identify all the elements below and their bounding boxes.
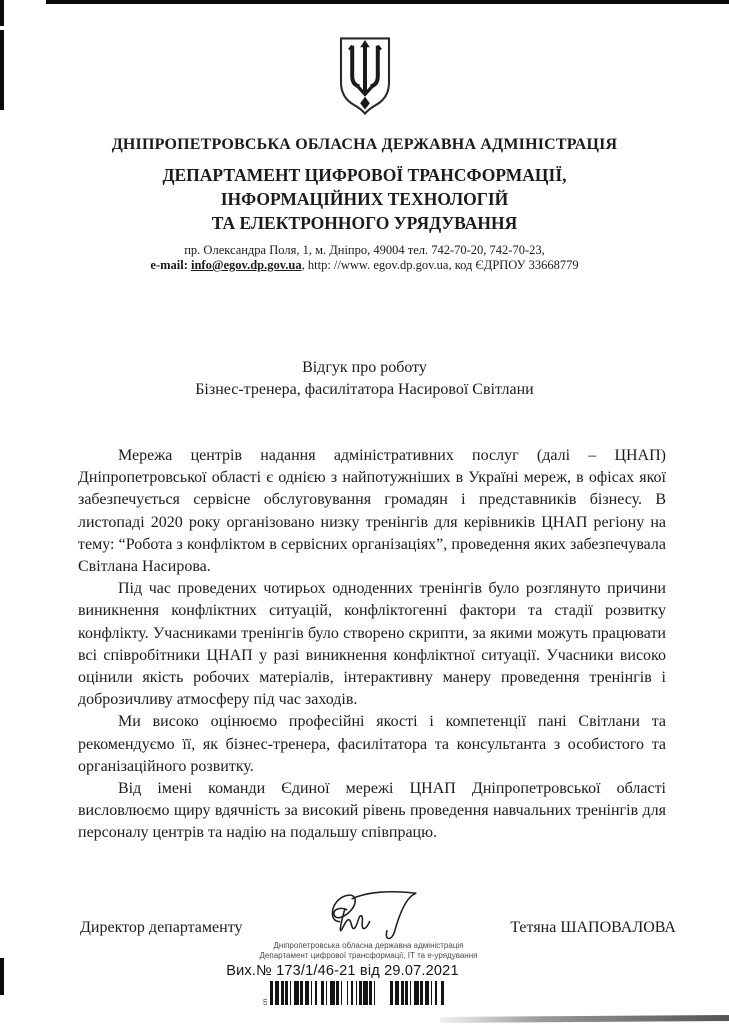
document-title-line-1: Відгук про роботу — [302, 359, 427, 376]
document-title — [0, 357, 729, 401]
stamp-org-line: Дніпропетровська обласна державна адміністрація — [273, 941, 464, 950]
address-line: пр. Олександра Поля, 1, м. Дніпро, 49004 тел. 742-70-20, 742-70-23, — [184, 243, 545, 257]
scan-artifact-left-mark — [0, 0, 4, 26]
registration-stamp — [0, 941, 729, 1005]
department-line-2: ІНФОРМАЦІЙНИХ ТЕХНОЛОГІЙ — [220, 189, 509, 209]
barcode-side-label: сп — [263, 998, 270, 1005]
department-line-1: ДЕПАРТАМЕНТ ЦИФРОВОЇ ТРАНСФОРМАЦІЇ, — [162, 165, 567, 185]
department-name — [0, 163, 729, 235]
paragraph-3: Ми високо оцінюємо професійні якості і компетенції пані Світлани та рекомендуємо її, як бізнес-тренера, фасилітатора та консультанта з особистого та організаційного розвитку. — [78, 713, 666, 775]
contact-line — [0, 258, 729, 273]
scan-artifact-top-line — [46, 0, 729, 4]
stamp-registration-number: Вих.№ 173/1/46-21 від 29.07.2021 — [226, 963, 459, 979]
document-title-line-2: Бізнес-тренера, фасилітатора Насирової Світлани — [195, 381, 534, 398]
email-address: info@egov.dp.gov.ua — [191, 258, 302, 272]
paragraph-4: Від імені команди Єдиної мережі ЦНАП Дніпропетровської області висловлюємо щиру вдячність за високий рівень проведення навчальних тренінгів для персоналу центрів та надію на подальшу співпрацю. — [78, 780, 666, 842]
org-name: ДНІПРОПЕТРОВСЬКА ОБЛАСНА ДЕРЖАВНА АДМІНІСТРАЦІЯ — [111, 136, 618, 153]
paragraph-2: Під час проведених чотирьох одноденних тренінгів було розглянуто причини виникнення конфліктних ситуацій, конфліктогенні фактори та стадії розвитку конфлікту. Учасниками тренінгів було створено скрипти, за якими можуть працювати всі співробітники ЦНАП у разі виникнення конфліктної ситуації. Учасники високо оцінили якість робочих матеріалів, інтерактивну манеру проведення тренінгів і доброзичливу атмосферу під час заходів. — [78, 580, 666, 709]
signature-scribble-icon — [310, 885, 442, 949]
email-prefix: e-mail: — [150, 258, 191, 272]
barcode — [270, 981, 446, 1005]
department-line-3: ТА ЕЛЕКТРОННОГО УРЯДУВАННЯ — [211, 213, 518, 233]
letterhead-emblem — [0, 0, 729, 116]
stamp-dept-line: Департамент цифрової трансформації, ІТ та е-урядування — [259, 950, 478, 960]
barcode-row — [263, 981, 446, 1005]
scan-artifact-left-mark — [0, 30, 4, 110]
paragraph-1: Мережа центрів надання адміністративних послуг (далі – ЦНАП) Дніпропетровської області є однією з найпотужніших в Україні мереж, в офісах якої забезпечується сервісне обслуговування громадян і представників бізнесу. В листопаді 2020 року організовано низку тренінгів для керівників ЦНАП регіону на тему: “Робота з конфліктом в сервісних організаціях”, проведення яких забезпечувала Світлана Насирова. — [78, 447, 666, 576]
ukraine-trident-icon — [333, 36, 397, 116]
contact-block — [0, 243, 729, 273]
contact-rest: , http: //www. egov.dp.gov.ua, код ЄДРПОУ 33668779 — [301, 258, 579, 272]
letter-body — [0, 445, 729, 845]
scan-artifact-bottom-smudge — [440, 1015, 729, 1023]
signer-position: Директор департаменту — [80, 919, 243, 937]
signer-name: Тетяна ШАПОВАЛОВА — [510, 919, 676, 937]
